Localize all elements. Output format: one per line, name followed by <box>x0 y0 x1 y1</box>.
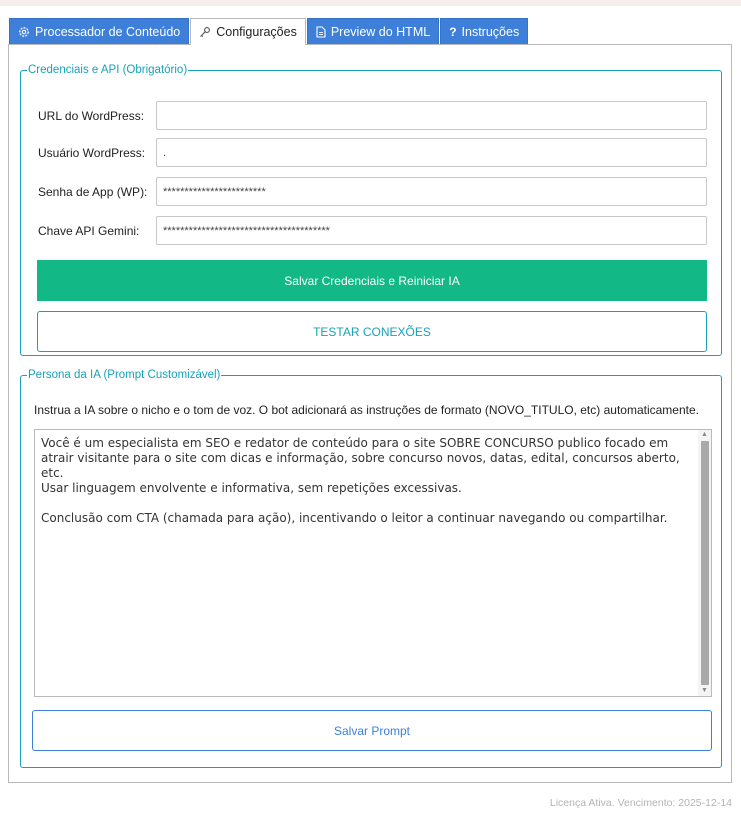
tab-instrucoes[interactable] <box>440 18 528 44</box>
window-top-strip <box>0 0 741 6</box>
gemini-key-row <box>38 216 707 245</box>
tab-preview-html[interactable] <box>307 18 439 44</box>
tab-instrucoes-label: Instruções <box>461 24 520 39</box>
credentials-legend: Credenciais e API (Obrigatório) <box>28 64 188 76</box>
persona-legend: Persona da IA (Prompt Customizável) <box>28 369 221 381</box>
tab-processador[interactable] <box>9 18 189 44</box>
tab-configuracoes-label: Configurações <box>216 25 297 39</box>
gear-icon <box>18 26 30 38</box>
prompt-editor <box>34 429 712 697</box>
prompt-scrollbar[interactable] <box>698 430 711 696</box>
credentials-group <box>20 64 722 356</box>
scroll-down-arrow-icon[interactable]: ▼ <box>701 687 708 694</box>
save-credentials-button[interactable]: Salvar Credenciais e Reiniciar IA <box>37 260 707 301</box>
license-status: Licença Ativa. Vencimento: 2025-12-14 <box>549 797 732 809</box>
url-label: URL do WordPress: <box>38 108 145 123</box>
tab-bar <box>9 18 529 44</box>
test-connections-button[interactable]: TESTAR CONEXÕES <box>37 311 707 352</box>
document-icon <box>316 26 326 38</box>
tab-processador-label: Processador de Conteúdo <box>35 24 181 39</box>
app-password-label: Senha de App (WP): <box>38 184 148 199</box>
wordpress-url-input[interactable] <box>156 101 707 130</box>
gemini-key-input[interactable] <box>156 216 707 245</box>
app-password-input[interactable] <box>156 177 707 206</box>
app-password-row <box>38 177 707 206</box>
settings-panel <box>8 44 732 783</box>
persona-group <box>20 369 722 768</box>
scroll-up-arrow-icon[interactable]: ▲ <box>701 431 708 438</box>
tab-preview-html-label: Preview do HTML <box>330 24 431 39</box>
save-prompt-button[interactable]: Salvar Prompt <box>32 710 712 751</box>
persona-instructions: Instrua a IA sobre o nicho e o tom de voz. O bot adicionará as instruções de formato (NOVO_TITULO, etc) automaticamente. <box>34 403 699 417</box>
wordpress-user-input[interactable] <box>156 138 707 167</box>
user-row <box>38 138 707 167</box>
question-icon: ? <box>449 24 457 39</box>
key-icon <box>199 26 211 38</box>
url-row <box>38 101 707 130</box>
scroll-thumb[interactable] <box>701 441 709 685</box>
gemini-key-label: Chave API Gemini: <box>38 223 140 238</box>
user-label: Usuário WordPress: <box>38 145 146 160</box>
prompt-textarea[interactable] <box>35 430 699 696</box>
tab-configuracoes[interactable] <box>190 18 306 45</box>
